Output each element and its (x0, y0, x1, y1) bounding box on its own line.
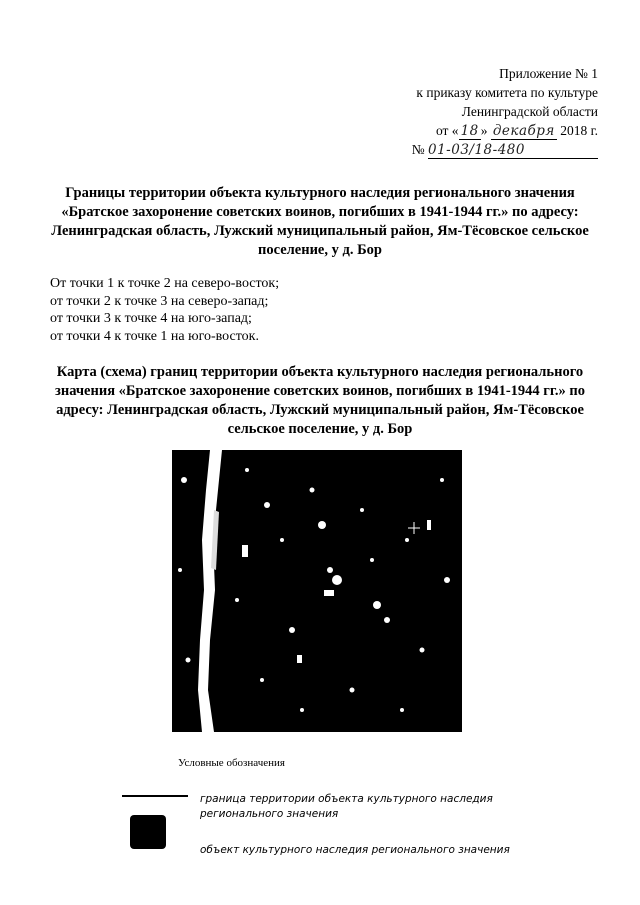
map-texture (172, 450, 462, 732)
legend-boundary-label: граница территории объекта культурного наследия регионального значения (200, 793, 493, 820)
boundary-line-symbol (122, 795, 188, 797)
date-mid: » (480, 123, 488, 138)
number-value: 01-03/18-480 (428, 143, 598, 159)
appendix-order-ref: к приказу комитета по культуре (416, 85, 598, 100)
date-day: 18 (460, 123, 479, 139)
document-title: Границы территории объекта культурного наследия регионального значения «Братское захоронение советских воинов, погибших в 1941-1944 гг.» по адресу: Ленинградская область, Лужский муниципальный район, Ям-Тёсовское сельское поселение, у д. Бор (51, 185, 589, 258)
date-month: декабря (492, 123, 555, 139)
appendix-header (338, 64, 598, 159)
date-prefix: от « (435, 123, 459, 138)
boundary-point-line: От точки 1 к точке 2 на северо-восток; (50, 276, 280, 291)
appendix-number: Приложение № 1 (499, 66, 598, 81)
appendix-date (338, 121, 598, 140)
map-title: Карта (схема) границ территории объекта культурного наследия регионального значения «Братское захоронение советских воинов, погибших в 1941-1944 гг.» по адресу: Ленинградская область, Лужский муниципальный район, Ям-Тёсовское сельское поселение, у д. Бор (55, 364, 585, 437)
appendix-region: Ленинградской области (461, 104, 598, 119)
boundary-points-list (50, 275, 279, 345)
legend-object-label: объект культурного наследия регионального значения (200, 844, 510, 856)
appendix-order-number (338, 140, 598, 159)
boundary-point-line: от точки 2 к точке 3 на северо-запад; (50, 293, 269, 309)
boundary-point-line: от точки 3 к точке 4 на юго-запад; (50, 311, 252, 326)
heritage-object-symbol (130, 815, 166, 849)
legend-title: Условные обозначения (178, 757, 285, 769)
aerial-map-image (172, 450, 462, 732)
date-year: 2018 г. (560, 123, 598, 138)
boundary-point-line: от точки 4 к точке 1 на юго-восток. (50, 328, 259, 344)
number-prefix: № (411, 142, 425, 157)
